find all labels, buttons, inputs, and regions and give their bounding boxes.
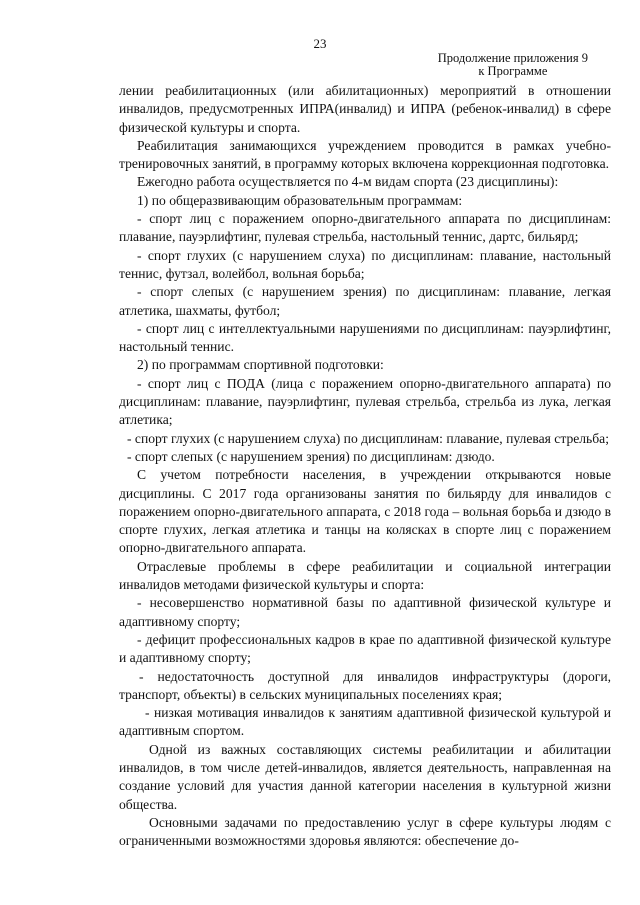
appendix-note-line-2: к Программе xyxy=(478,64,548,78)
document-body xyxy=(119,82,611,850)
page-number: 23 xyxy=(313,36,327,51)
paragraph: лении реабилитационных (или абилитационных) мероприятий в отношении инвалидов, предусмотренных ИПРА(инвалид) и ИПРА (ребенок-инвалид) в сфере физической культуры и спорта. xyxy=(119,83,611,135)
paragraph: С учетом потребности населения, в учреждении открываются новые дисциплины. С 2017 года организованы занятия по бильярду для инвалидов с поражением опорно-двигательного аппарата, с 2018 года – вольная борьба и дзюдо в спорте глухих, легкая атлетика и танцы на колясках в спорте лиц с поражением опорно-двигательного аппарата. xyxy=(119,467,611,556)
list-item: - низкая мотивация инвалидов к занятиям адаптивной физической культурой и адаптивным спортом. xyxy=(119,705,611,739)
appendix-note-line-1: Продолжение приложения 9 xyxy=(437,51,588,65)
list-item: - спорт лиц с интеллектуальными нарушениями по дисциплинам: пауэрлифтинг, настольный теннис. xyxy=(119,320,611,355)
paragraph: Отраслевые проблемы в сфере реабилитации и социальной интеграции инвалидов методами физической культуры и спорта: xyxy=(119,558,611,593)
list-item: - спорт слепых (с нарушением зрения) по дисциплинам: плавание, легкая атлетика, шахматы, футбол; xyxy=(119,284,611,318)
appendix-note xyxy=(438,52,588,78)
list-item: - спорт глухих (с нарушением слуха) по дисциплинам: плавание, пулевая стрельба; xyxy=(127,430,609,446)
paragraph: 1) по общеразвивающим образовательным программам: xyxy=(137,192,463,208)
list-item: - спорт лиц с ПОДА (лица с поражением опорно-двигательного аппарата) по дисциплинам: плавание, пауэрлифтинг, пулевая стрельба, стрельба из лука, легкая атлетика; xyxy=(119,375,611,428)
list-item: - несовершенство нормативной базы по адаптивной физической культуре и адаптивному спорту; xyxy=(119,595,611,629)
paragraph: Ежегодно работа осуществляется по 4-м видам спорта (23 дисциплины): xyxy=(137,174,559,190)
paragraph: Реабилитация занимающихся учреждением проводится в рамках учебно-тренировочных занятий, в программу которых включена коррекционная подготовка. xyxy=(119,137,611,172)
list-item: - дефицит профессиональных кадров в крае по адаптивной физической культуре и адаптивному спорту; xyxy=(119,631,611,666)
list-item: - спорт глухих (с нарушением слуха) по дисциплинам: плавание, настольный теннис, футзал, волейбол, вольная борьба; xyxy=(119,247,611,281)
paragraph: Одной из важных составляющих системы реабилитации и абилитации инвалидов, в том числе детей-инвалидов, является деятельность, направленная на создание условий для участия данной категории населения в культурной жизни общества. xyxy=(119,741,611,812)
paragraph: 2) по программам спортивной подготовки: xyxy=(137,357,384,373)
list-item: - недостаточность доступной для инвалидов инфраструктуры (дороги, транспорт, объекты) в сельских муниципальных поселениях края; xyxy=(119,668,611,702)
paragraph: Основными задачами по предоставлению услуг в сфере культуры людям с ограниченными возможностями здоровья являются: обеспечение до- xyxy=(119,814,611,849)
list-item: - спорт лиц с поражением опорно-двигательного аппарата по дисциплинам: плавание, пауэрлифтинг, пулевая стрельба, настольный теннис, дартс, бильярд; xyxy=(119,211,611,245)
list-item: - спорт слепых (с нарушением зрения) по дисциплинам: дзюдо. xyxy=(127,448,495,464)
